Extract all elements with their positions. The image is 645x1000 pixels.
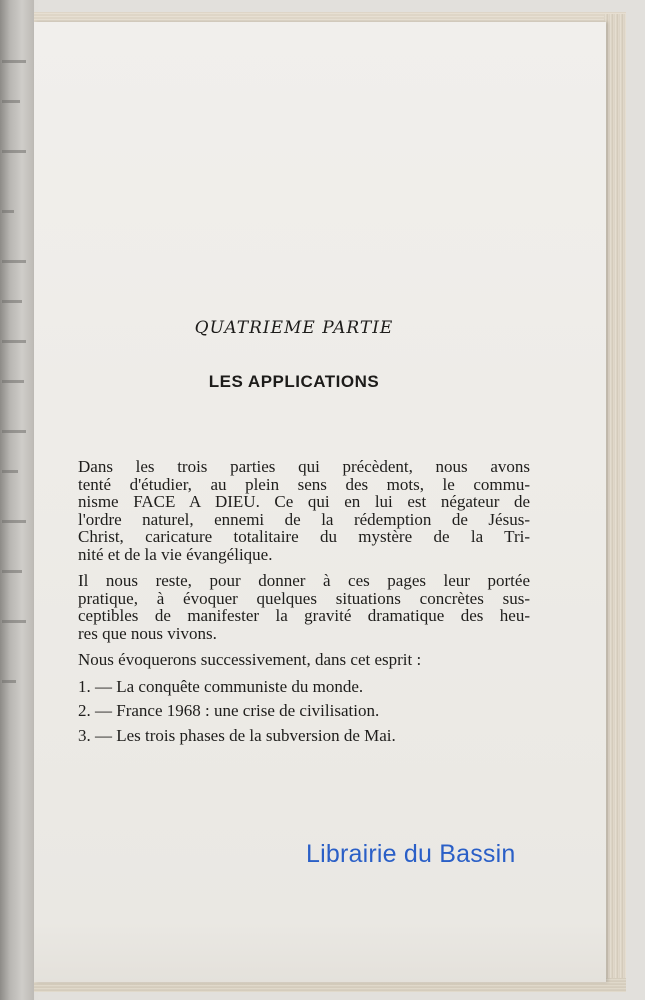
text-line: Christ, caricature totalitaire du mystère de la Tri- xyxy=(78,527,530,546)
previous-page-text-mark xyxy=(2,680,16,683)
previous-page-text-mark xyxy=(2,340,26,343)
previous-page-text-mark xyxy=(2,100,20,103)
text-line: ceptibles de manifester la gravité dramatique des heu- xyxy=(78,606,530,625)
previous-page-text-mark xyxy=(2,470,18,473)
seller-watermark: Librairie du Bassin xyxy=(306,840,516,868)
text-line: l'ordre naturel, ennemi de la rédemption de Jésus- xyxy=(78,509,530,529)
text-line: Il nous reste, pour donner à ces pages leur portée xyxy=(78,571,530,590)
previous-page-edge xyxy=(0,0,34,1000)
previous-page-text-mark xyxy=(2,620,26,623)
page-body xyxy=(78,458,530,751)
previous-page-text-mark xyxy=(2,300,22,303)
text-line: Nous évoquerons successivement, dans cet esprit : xyxy=(78,650,422,669)
previous-page-text-mark xyxy=(2,210,14,213)
previous-page-text-mark xyxy=(2,520,26,523)
previous-page-text-mark xyxy=(2,570,22,573)
text-line: Dans les trois parties qui précèdent, nous avons xyxy=(78,457,530,476)
list-item: 1. — La conquête communiste du monde. xyxy=(78,676,364,696)
list-item: 3. — Les trois phases de la subversion de Mai. xyxy=(78,725,396,745)
page-fore-edge xyxy=(604,14,626,989)
paragraph-1 xyxy=(78,458,530,563)
text-line: tenté d'étudier, au plein sens des mots, le commu- xyxy=(78,474,530,494)
previous-page-text-mark xyxy=(2,60,26,63)
paragraph-2 xyxy=(78,572,530,642)
text-line: nisme FACE A DIEU. Ce qui en lui est négateur de xyxy=(78,492,530,511)
list-item: 2. — France 1968 : une crise de civilisation. xyxy=(78,701,380,720)
text-line: res que nous vivons. xyxy=(78,623,217,643)
previous-page-text-mark xyxy=(2,430,26,433)
book-page xyxy=(34,22,606,982)
text-line: pratique, à évoquer quelques situations concrètes sus- xyxy=(78,588,530,608)
part-title: QUATRIEME PARTIE xyxy=(194,318,394,338)
text-line: nité et de la vie évangélique. xyxy=(78,544,273,564)
paragraph-3 xyxy=(78,651,530,669)
previous-page-text-mark xyxy=(2,380,24,383)
section-title: LES APPLICATIONS xyxy=(208,372,380,391)
applications-list xyxy=(78,678,530,745)
previous-page-text-mark xyxy=(2,150,26,153)
previous-page-text-mark xyxy=(2,260,26,263)
